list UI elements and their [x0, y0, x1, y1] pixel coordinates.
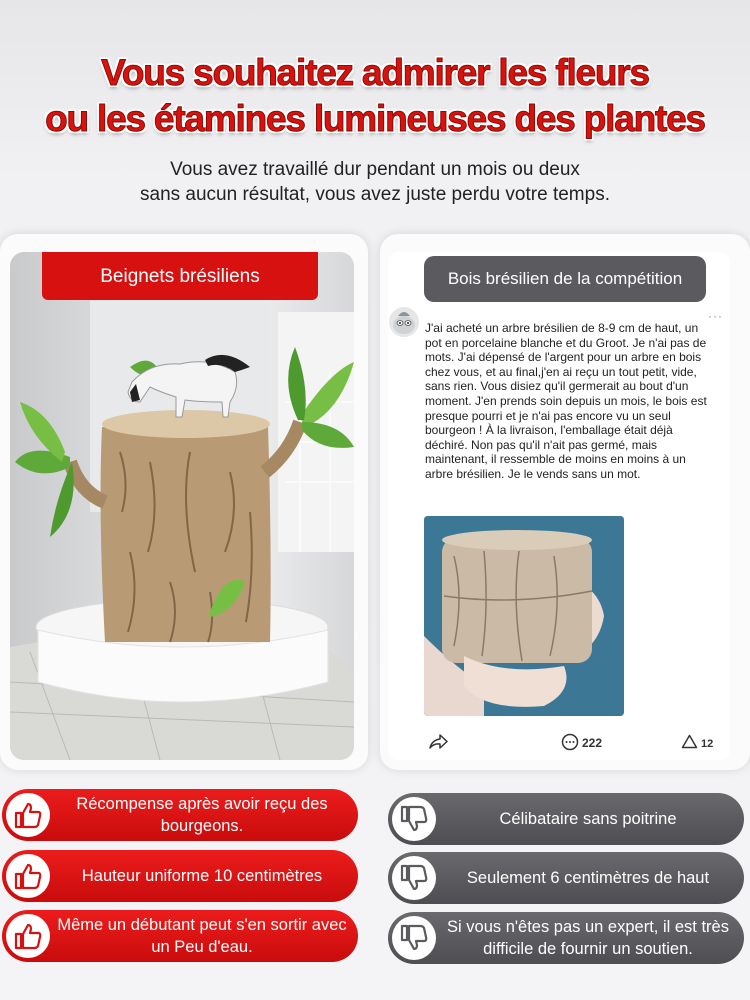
thumbs-up-icon: [6, 854, 50, 898]
product-photo: [10, 252, 354, 760]
subtitle-line-1: Vous avez travaillé dur pendant un mois ou deux: [170, 159, 580, 180]
subtitle-line-2: sans aucun résultat, vous avez juste perdu votre temps.: [140, 184, 610, 205]
pro-text: Même un débutant peut s'en sortir avec un Peu d'eau.: [57, 916, 347, 956]
con-text: Célibataire sans poitrine: [499, 810, 677, 828]
pro-text: Hauteur uniforme 10 centimètres: [81, 867, 323, 885]
con-item: [388, 912, 744, 964]
headline-line-1: Vous souhaitez admirer les fleurs: [101, 52, 649, 93]
comment-icon[interactable]: [561, 733, 579, 751]
review-text: J'ai acheté un arbre brésilien de 8-9 cm de haut, un pot en porcelaine blanche et du Groot. Je n'ai pas de mots. J'ai dépensé de l'argent pour un arbre en bois chez vous, et au final,j'en ai reçu un tout petit, vide, sans rien. Vous disiez qu'il germerait au bout d'un moment. J'en prends soin depuis un mois, le bois est presque pourri et je n'ai pas encore vu un seul bourgeon ! À la livraison, l'emballage était déjà déchiré. Non pas qu'il n'ait pas germé, mais maintenant, il ressemble de moins en moins à un arbre brésilien. Je le vends sans un mot.: [425, 321, 707, 481]
con-item: [388, 852, 744, 904]
more-options-icon[interactable]: ···: [708, 309, 723, 323]
pro-item: [2, 850, 358, 902]
comment-count: 222: [582, 736, 603, 750]
like-icon[interactable]: [681, 734, 698, 749]
pro-item: [2, 789, 358, 841]
review-photo: [424, 516, 624, 716]
like-count: 12: [701, 738, 714, 750]
con-text: Seulement 6 centimètres de haut: [466, 869, 710, 887]
left-panel-tag: Beignets brésiliens: [42, 252, 318, 300]
con-text: Si vous n'êtes pas un expert, il est très difficile de fournir un soutien.: [447, 918, 729, 958]
share-icon[interactable]: [428, 734, 448, 750]
thumbs-down-icon: [392, 856, 436, 900]
thumbs-up-icon: [6, 914, 50, 958]
con-item: [388, 793, 744, 845]
pro-item: [2, 910, 358, 962]
thumbs-up-icon: [6, 793, 50, 837]
right-panel-tag: Bois brésilien de la compétition: [424, 256, 706, 302]
pro-text: Récompense après avoir reçu des bourgeons.: [76, 795, 328, 835]
avatar[interactable]: [388, 306, 420, 338]
thumbs-down-icon: [392, 916, 436, 960]
thumbs-down-icon: [392, 797, 436, 841]
headline-line-2: ou les étamines lumineuses des plantes: [45, 98, 705, 139]
